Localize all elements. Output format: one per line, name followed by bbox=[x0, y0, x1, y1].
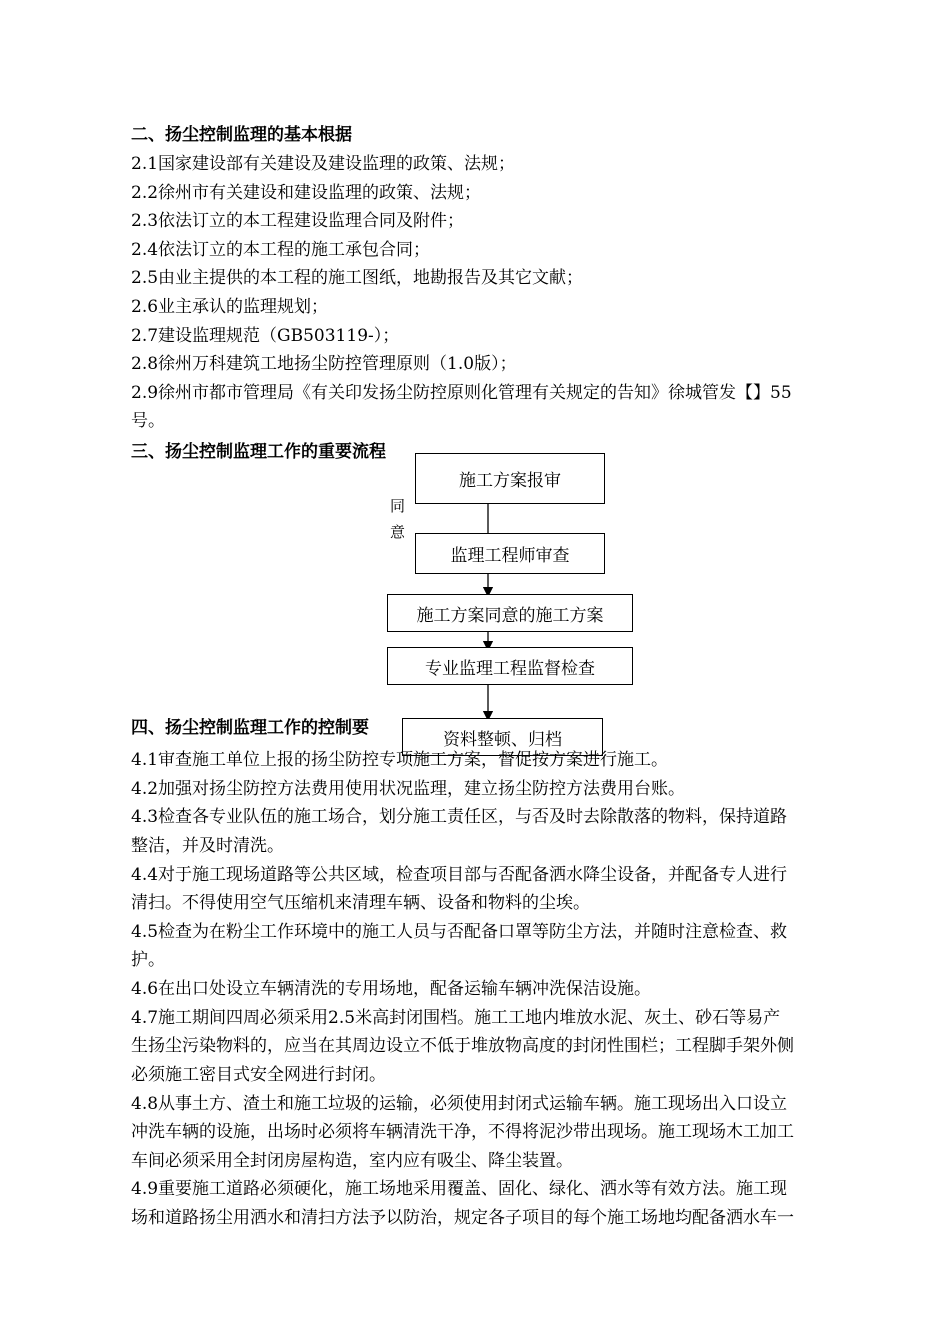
list-item-continuation: 车间必须采用全封闭房屋构造，室内应有吸尘、降尘装置。 bbox=[131, 1151, 573, 1171]
list-item: 2.3依法订立的本工程建设监理合同及附件； bbox=[131, 211, 465, 231]
list-item: 4.3检查各专业队伍的施工场合，划分施工责任区，与否及时去除散落的物料，保持道路 bbox=[131, 807, 788, 827]
list-item: 4.5检查为在粉尘工作环境中的施工人员与否配备口罩等防尘方法，并随时注意检查、救 bbox=[131, 922, 788, 942]
list-item: 4.7施工期间四周必须采用2.5米高封闭围档。施工工地内堆放水泥、灰土、砂石等易产 bbox=[131, 1008, 781, 1028]
list-item-continuation: 必须施工密目式安全网进行封闭。 bbox=[131, 1065, 386, 1085]
list-item: 4.4对于施工现场道路等公共区域，检查项目部与否配备洒水降尘设备，并配备专人进行 bbox=[131, 865, 788, 885]
section2-heading: 二、扬尘控制监理的基本根据 bbox=[131, 125, 352, 145]
flow-step-engineer-review bbox=[415, 533, 605, 574]
flow-step-supervision-inspection bbox=[387, 647, 633, 685]
list-item: 2.5由业主提供的本工程的施工图纸，地勘报告及其它文献； bbox=[131, 268, 584, 288]
list-item-continuation: 冲洗车辆的设施，出场时必须将车辆清洗干净，不得将泥沙带出现场。施工现场木工加工 bbox=[131, 1122, 794, 1142]
flow-step-label: 施工方案同意的施工方案 bbox=[416, 605, 604, 626]
list-item: 4.9重要施工道路必须硬化，施工场地采用覆盖、固化、绿化、洒水等有效方法。施工现 bbox=[131, 1179, 788, 1199]
flow-side-label: 同 bbox=[390, 497, 406, 515]
list-item: 2.6业主承认的监理规划； bbox=[131, 297, 329, 317]
list-item: 4.2加强对扬尘防控方法费用使用状况监理，建立扬尘防控方法费用台账。 bbox=[131, 779, 686, 799]
list-item-continuation: 场和道路扬尘用洒水和清扫方法予以防治，规定各子项目的每个施工场地均配备洒水车一 bbox=[131, 1208, 794, 1228]
list-item: 2.9徐州市都市管理局《有关印发扬尘防控原则化管理有关规定的告知》徐城管发【】55 bbox=[131, 383, 792, 403]
list-item-continuation: 生扬尘污染物料的，应当在其周边设立不低于堆放物高度的封闭性围栏；工程脚手架外侧 bbox=[131, 1036, 794, 1056]
flow-step-label: 施工方案报审 bbox=[459, 471, 561, 491]
list-item: 4.6在出口处设立车辆清洗的专用场地，配备运输车辆冲洗保洁设施。 bbox=[131, 979, 652, 999]
list-item: 2.4依法订立的本工程的施工承包合同； bbox=[131, 240, 431, 260]
list-item: 4.8从事土方、渣土和施工垃圾的运输，必须使用封闭式运输车辆。施工现场出入口设立 bbox=[131, 1094, 788, 1114]
flow-step-approved-plan bbox=[387, 594, 633, 632]
list-item-continuation: 清扫。不得使用空气压缩机来清理车辆、设备和物料的尘埃。 bbox=[131, 893, 590, 913]
list-item: 2.1国家建设部有关建设及建设监理的政策、法规； bbox=[131, 154, 516, 174]
flow-step-label: 专业监理工程监督检查 bbox=[425, 658, 595, 679]
flow-step-plan-submission bbox=[415, 453, 605, 504]
list-item-continuation: 整洁，并及时清洗。 bbox=[131, 836, 284, 856]
list-item: 2.2徐州市有关建设和建设监理的政策、法规； bbox=[131, 183, 482, 203]
flow-side-label: 意 bbox=[390, 523, 406, 541]
section3-heading: 三、扬尘控制监理工作的重要流程 bbox=[131, 442, 386, 462]
flow-step-label: 监理工程师审查 bbox=[450, 546, 570, 566]
list-item: 4.1审查施工单位上报的扬尘防控专项施工方案，督促按方案进行施工。 bbox=[131, 750, 669, 770]
list-item: 2.8徐州万科建筑工地扬尘防控管理原则（1.0版）； bbox=[131, 354, 517, 374]
list-item: 号。 bbox=[131, 411, 165, 431]
list-item: 2.7建设监理规范（GB503119-）； bbox=[131, 326, 400, 346]
section4-heading: 四、扬尘控制监理工作的控制要 bbox=[131, 718, 369, 738]
flow-step-label: 资料整顿、归档 bbox=[443, 729, 562, 750]
list-item-continuation: 护。 bbox=[131, 950, 165, 970]
